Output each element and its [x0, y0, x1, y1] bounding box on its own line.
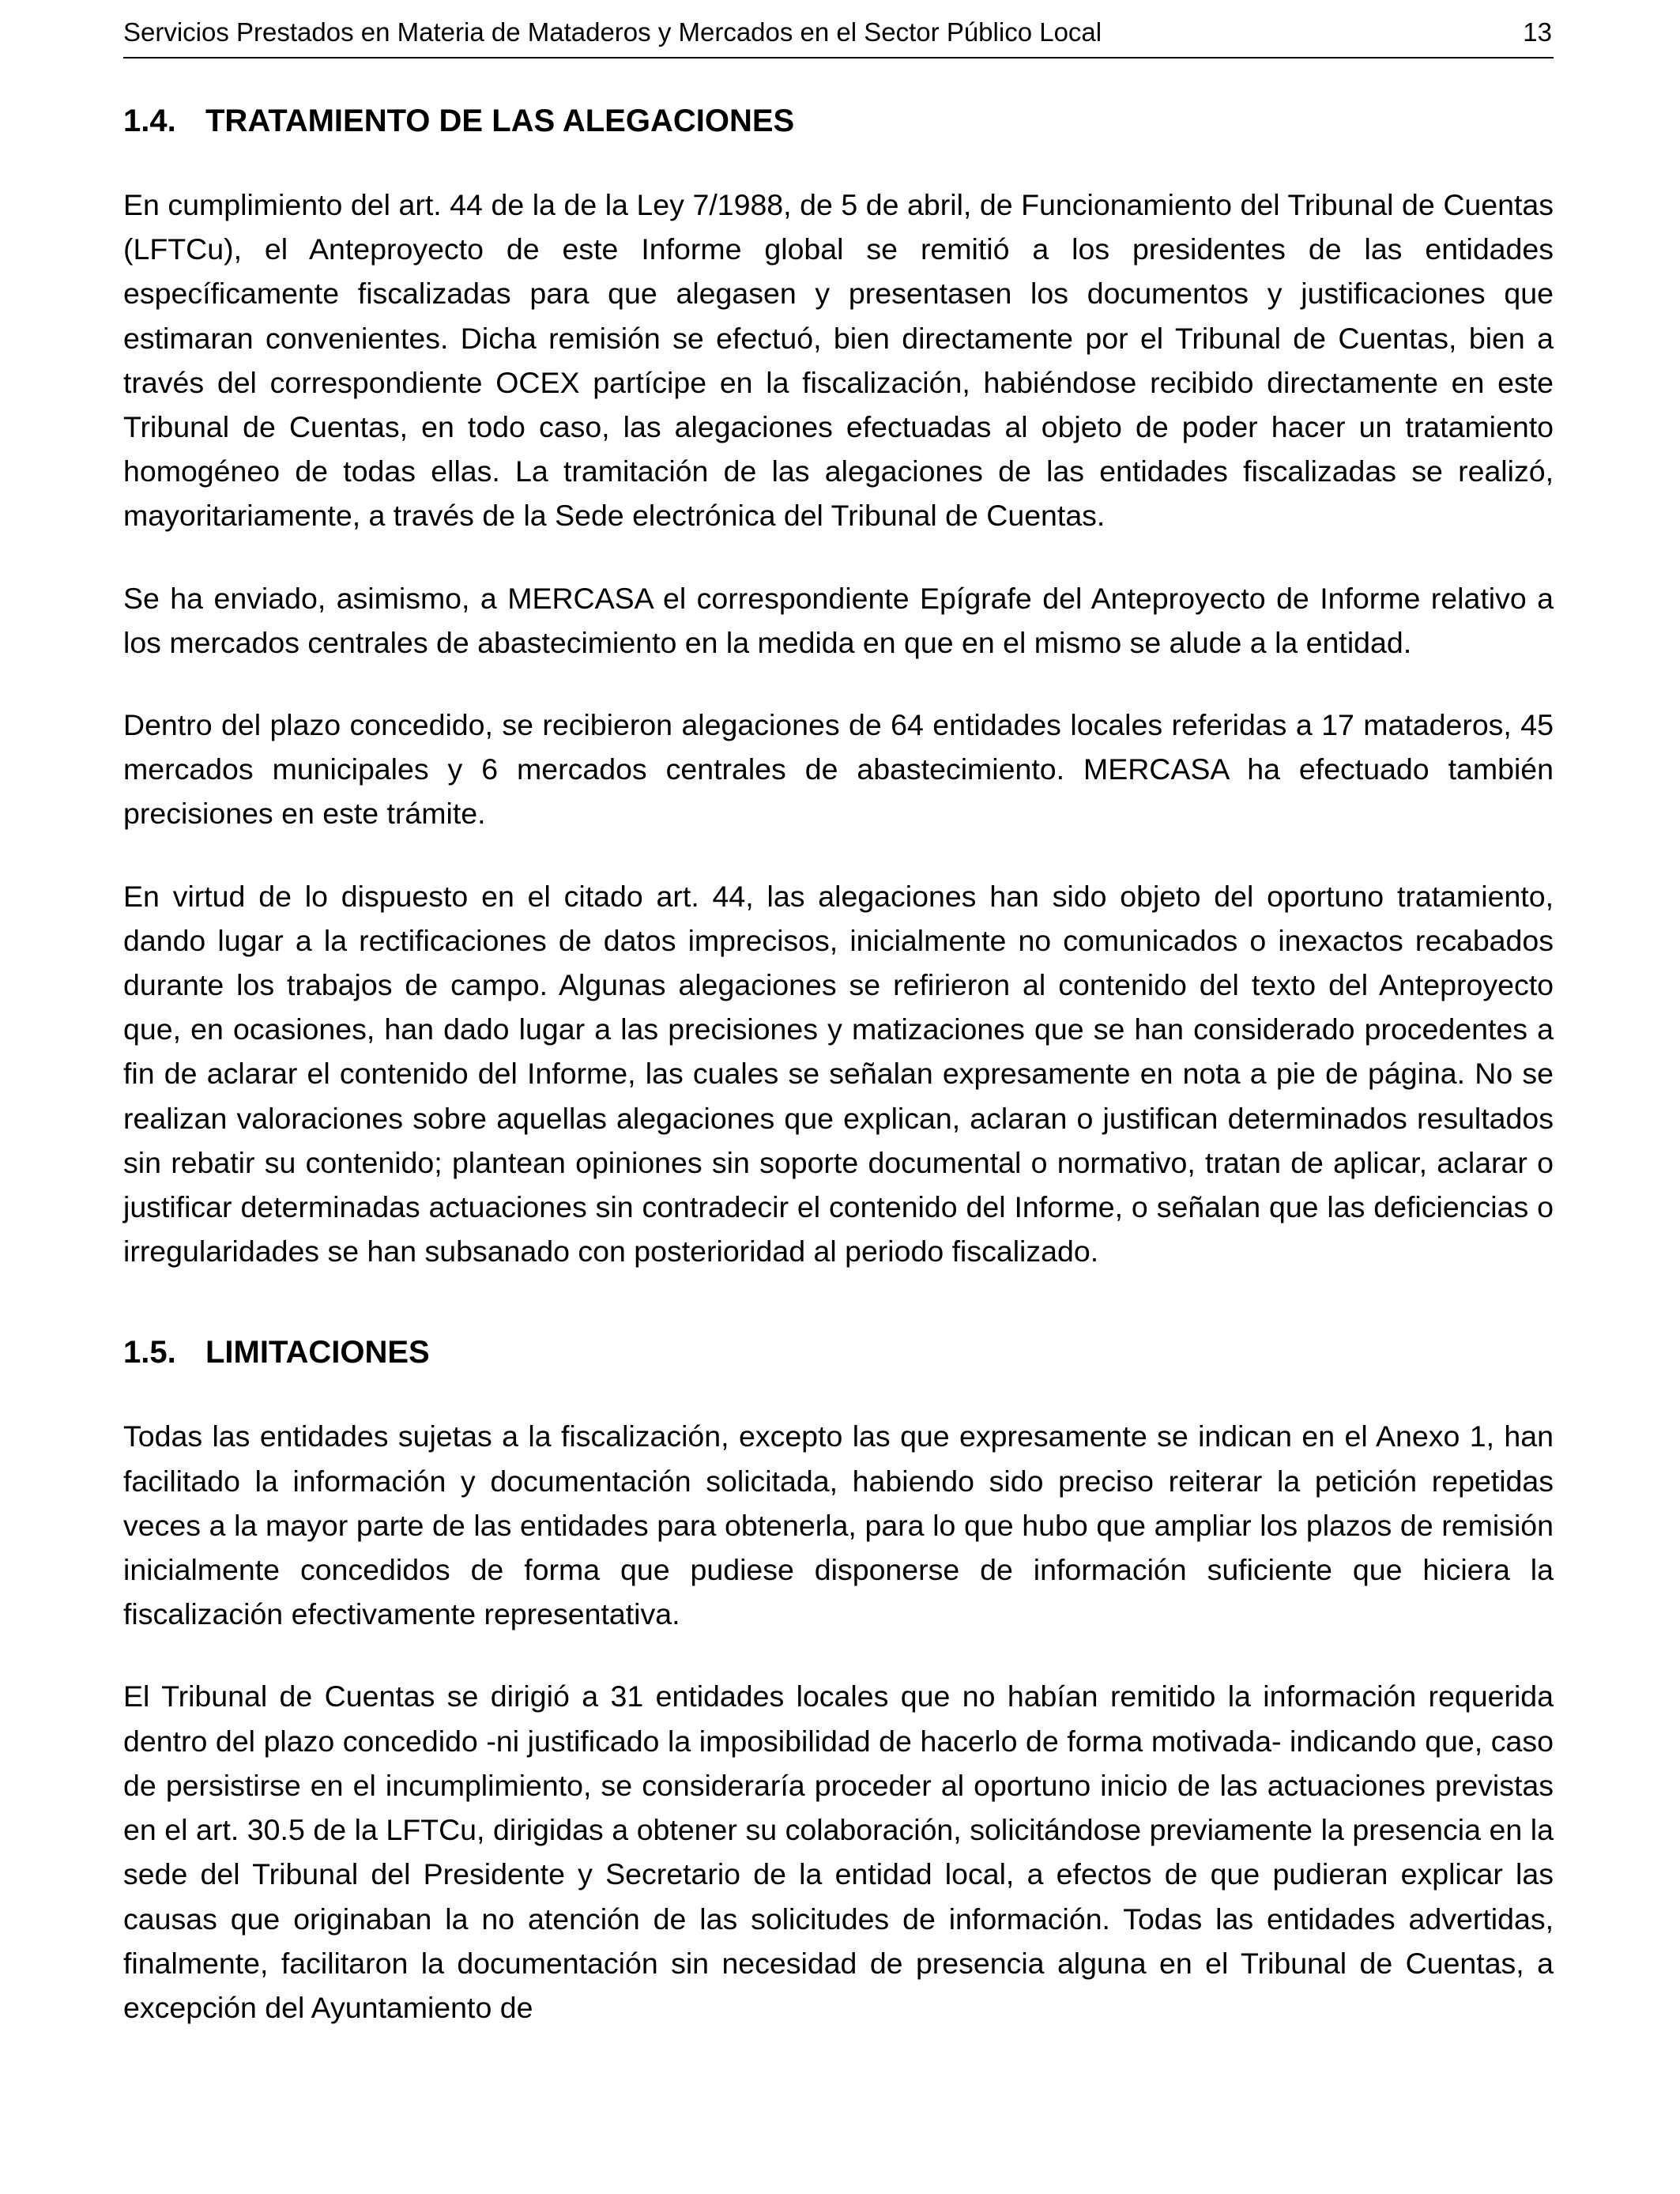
document-body [123, 92, 1554, 2030]
section-number: 1.5. [123, 1335, 176, 1370]
paragraph: En cumplimiento del art. 44 de la de la Ley 7/1988, de 5 de abril, de Funcionamiento del Tribunal de Cuentas (LFTCu), el Anteproyecto de este Informe global se remitió a los presidentes de las entidades específicamente fiscalizadas para que alegasen y presentasen los documentos y justificaciones que estimaran convenientes. Dicha remisión se efectuó, bien directamente por el Tribunal de Cuentas, bien a través del correspondiente OCEX partícipe en la fiscalización, habiéndose recibido directamente en este Tribunal de Cuentas, en todo caso, las alegaciones efectuadas al objeto de poder hacer un tratamiento homogéneo de todas ellas. La tramitación de las alegaciones de las entidades fiscalizadas se realizó, mayoritariamente, a través de la Sede electrónica del Tribunal de Cuentas. [123, 188, 1554, 533]
paragraph: Todas las entidades sujetas a la fiscalización, excepto las que expresamente se indican en el Anexo 1, han facilitado la información y documentación solicitada, habiendo sido preciso reiterar la petición repetidas veces a la mayor parte de las entidades para obtenerla, para lo que hubo que ampliar los plazos de remisión inicialmente concedidos de forma que pudiese disponerse de información suficiente que hiciera la fiscalización efectivamente representativa. [123, 1419, 1554, 1631]
section-heading-alegaciones [123, 92, 1554, 149]
paragraph: Dentro del plazo concedido, se recibieron alegaciones de 64 entidades locales referidas a 17 mataderos, 45 mercados municipales y 6 mercados centrales de abastecimiento. MERCASA ha efectuado también precisiones en este trámite. [123, 708, 1554, 831]
header-title: Servicios Prestados en Materia de Mataderos y Mercados en el Sector Público Local [123, 17, 1102, 47]
running-header [123, 14, 1554, 58]
paragraph: Se ha enviado, asimismo, a MERCASA el correspondiente Epígrafe del Anteproyecto de Informe relativo a los mercados centrales de abastecimiento en la medida en que en el mismo se alude a la entidad. [123, 581, 1554, 659]
paragraph: En virtud de lo dispuesto en el citado art. 44, las alegaciones han sido objeto del oportuno tratamiento, dando lugar a la rectificaciones de datos imprecisos, inicialmente no comunicados o inexactos recabados durante los trabajos de campo. Algunas alegaciones se refirieron al contenido del texto del Anteproyecto que, en ocasiones, han dado lugar a las precisiones y matizaciones que se han considerado procedentes a fin de aclarar el contenido del Informe, las cuales se señalan expresamente en nota a pie de página. No se realizan valoraciones sobre aquellas alegaciones que explican, aclaran o justifican determinados resultados sin rebatir su contenido; plantean opiniones sin soporte documental o normativo, tratan de aplicar, aclarar o justificar determinadas actuaciones sin contradecir el contenido del Informe, o señalan que las deficiencias o irregularidades se han subsanado con posterioridad al periodo fiscalizado. [123, 879, 1554, 1269]
section-heading-limitaciones [123, 1324, 1554, 1381]
paragraph: El Tribunal de Cuentas se dirigió a 31 entidades locales que no habían remitido la información requerida dentro del plazo concedido -ni justificado la imposibilidad de hacerlo de forma motivada- indicando que, caso de persistirse en el incumplimiento, se consideraría proceder al oportuno inicio de las actuaciones previstas en el art. 30.5 de la LFTCu, dirigidas a obtener su colaboración, solicitándose previamente la presencia en la sede del Tribunal del Presidente y Secretario de la entidad local, a efectos de que pudieran explicar las causas que originaban la no atención de las solicitudes de información. Todas las entidades advertidas, finalmente, facilitaron la documentación sin necesidad de presencia alguna en el Tribunal de Cuentas, a excepción del Ayuntamiento de [123, 1679, 1554, 2024]
section-title: TRATAMIENTO DE LAS ALEGACIONES [205, 104, 795, 138]
section-title: LIMITACIONES [205, 1335, 430, 1370]
page-number: 13 [1523, 17, 1552, 47]
section-number: 1.4. [123, 104, 176, 138]
